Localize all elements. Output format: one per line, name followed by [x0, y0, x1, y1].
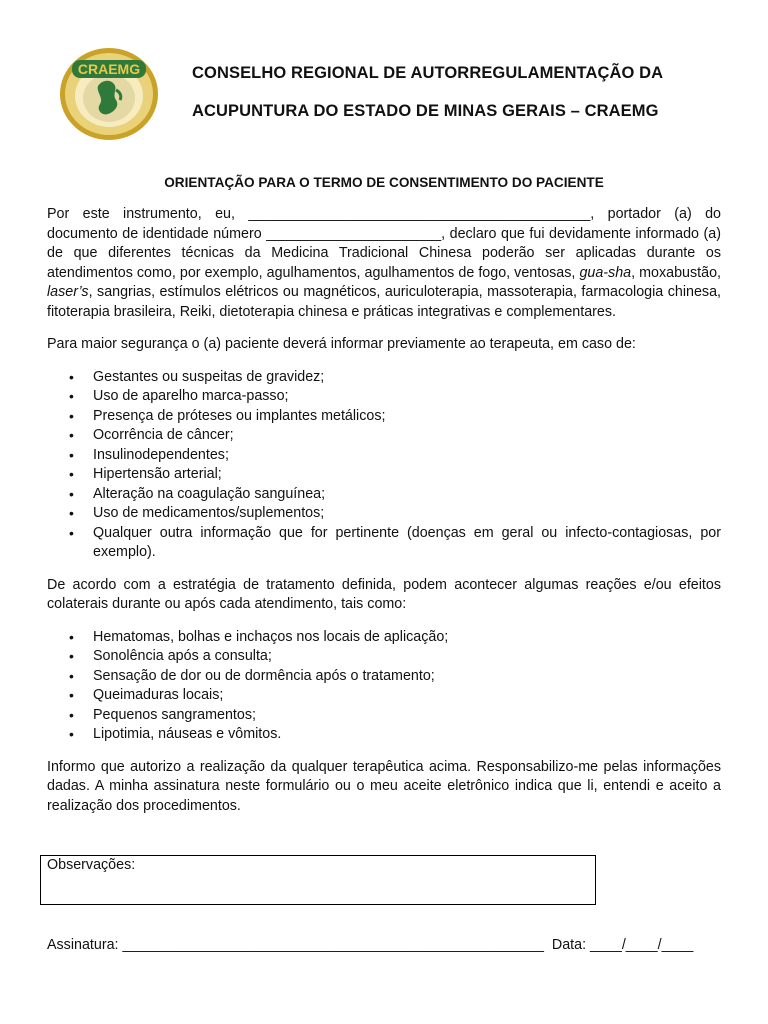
id-number-blank-field[interactable]: ______________________	[266, 225, 442, 242]
list-item: • Hipertensão arterial;	[47, 465, 721, 485]
signature-line	[47, 937, 737, 953]
craemg-logo	[58, 46, 160, 142]
name-blank-field[interactable]: ___________________________________________	[248, 206, 591, 222]
list-item: • Presença de próteses ou implantes metálicos;	[47, 407, 721, 427]
safety-intro-paragraph: Para maior segurança o (a) paciente deverá informar previamente ao terapeuta, em caso de:	[47, 336, 636, 352]
list-item: • Pequenos sangramentos;	[47, 706, 721, 726]
list-item: • Ocorrência de câncer;	[47, 426, 721, 446]
header-line-2: ACUPUNTURA DO ESTADO DE MINAS GERAIS – CRAEMG	[192, 102, 659, 120]
list-item: • Queimaduras locais;	[47, 686, 721, 706]
patient-conditions-list	[47, 368, 721, 563]
list-item: • Qualquer outra informação que for pertinente (doenças em geral ou infecto-contagiosas, por exemplo).	[47, 524, 721, 563]
document-body	[47, 205, 721, 816]
list-item: • Lipotimia, náuseas e vômitos.	[47, 725, 721, 745]
logo-text: CRAEMG	[77, 61, 141, 77]
signature-label: Assinatura:	[47, 937, 123, 953]
date-blank-field[interactable]: ____/____/____	[590, 937, 694, 953]
consent-paragraph: Informo que autorizo a realização da qualquer terapêutica acima. Responsabilizo-me pelas informações dadas. A minha assinatura neste formulário ou o meu aceite eletrônico indica que li, entendi e aceito a realização dos procedimentos.	[47, 758, 721, 814]
intro-paragraph: Por este instrumento, eu, ___________________________________________, portador (a) do documento de identidade número ______________________, declaro que fui devidamente informado (a) de que diferentes técnicas da Medicina Tradicional Chinesa poderão ser aplicadas durante os atendimentos como, por exemplo, agulhamentos, agulhamentos de fogo, ventosas, gua-sha, moxabustão, laser’s, sangrias, estímulos elétricos ou magnéticos, auriculoterapia, massoterapia, farmacologia chinesa, fitoterapia brasileira, Reiki, dietoterapia chinesa e práticas integrativas e complementares.	[47, 206, 722, 320]
list-item: • Hematomas, bolhas e inchaços nos locais de aplicação;	[47, 628, 721, 648]
observations-label: Observações:	[47, 857, 136, 873]
header-line-1: CONSELHO REGIONAL DE AUTORREGULAMENTAÇÃO DA	[192, 64, 664, 82]
list-item: • Insulinodependentes;	[47, 446, 721, 466]
document-title: ORIENTAÇÃO PARA O TERMO DE CONSENTIMENTO DO PACIENTE	[164, 175, 604, 190]
list-item: • Sensação de dor ou de dormência após o tratamento;	[47, 667, 721, 687]
side-effects-list	[47, 628, 721, 745]
list-item: • Alteração na coagulação sanguínea;	[47, 485, 721, 505]
signature-blank-field[interactable]: _____________________________________________________	[122, 937, 544, 953]
date-label: Data:	[543, 937, 591, 953]
side-effects-paragraph: De acordo com a estratégia de tratamento definida, podem acontecer algumas reações e/ou efeitos colaterais durante ou após cada atendimento, tais como:	[47, 576, 721, 612]
list-item: • Uso de aparelho marca-passo;	[47, 387, 721, 407]
list-item: • Uso de medicamentos/suplementos;	[47, 504, 721, 524]
list-item: • Sonolência após a consulta;	[47, 647, 721, 667]
list-item: • Gestantes ou suspeitas de gravidez;	[47, 368, 721, 388]
observations-field[interactable]	[40, 855, 596, 905]
